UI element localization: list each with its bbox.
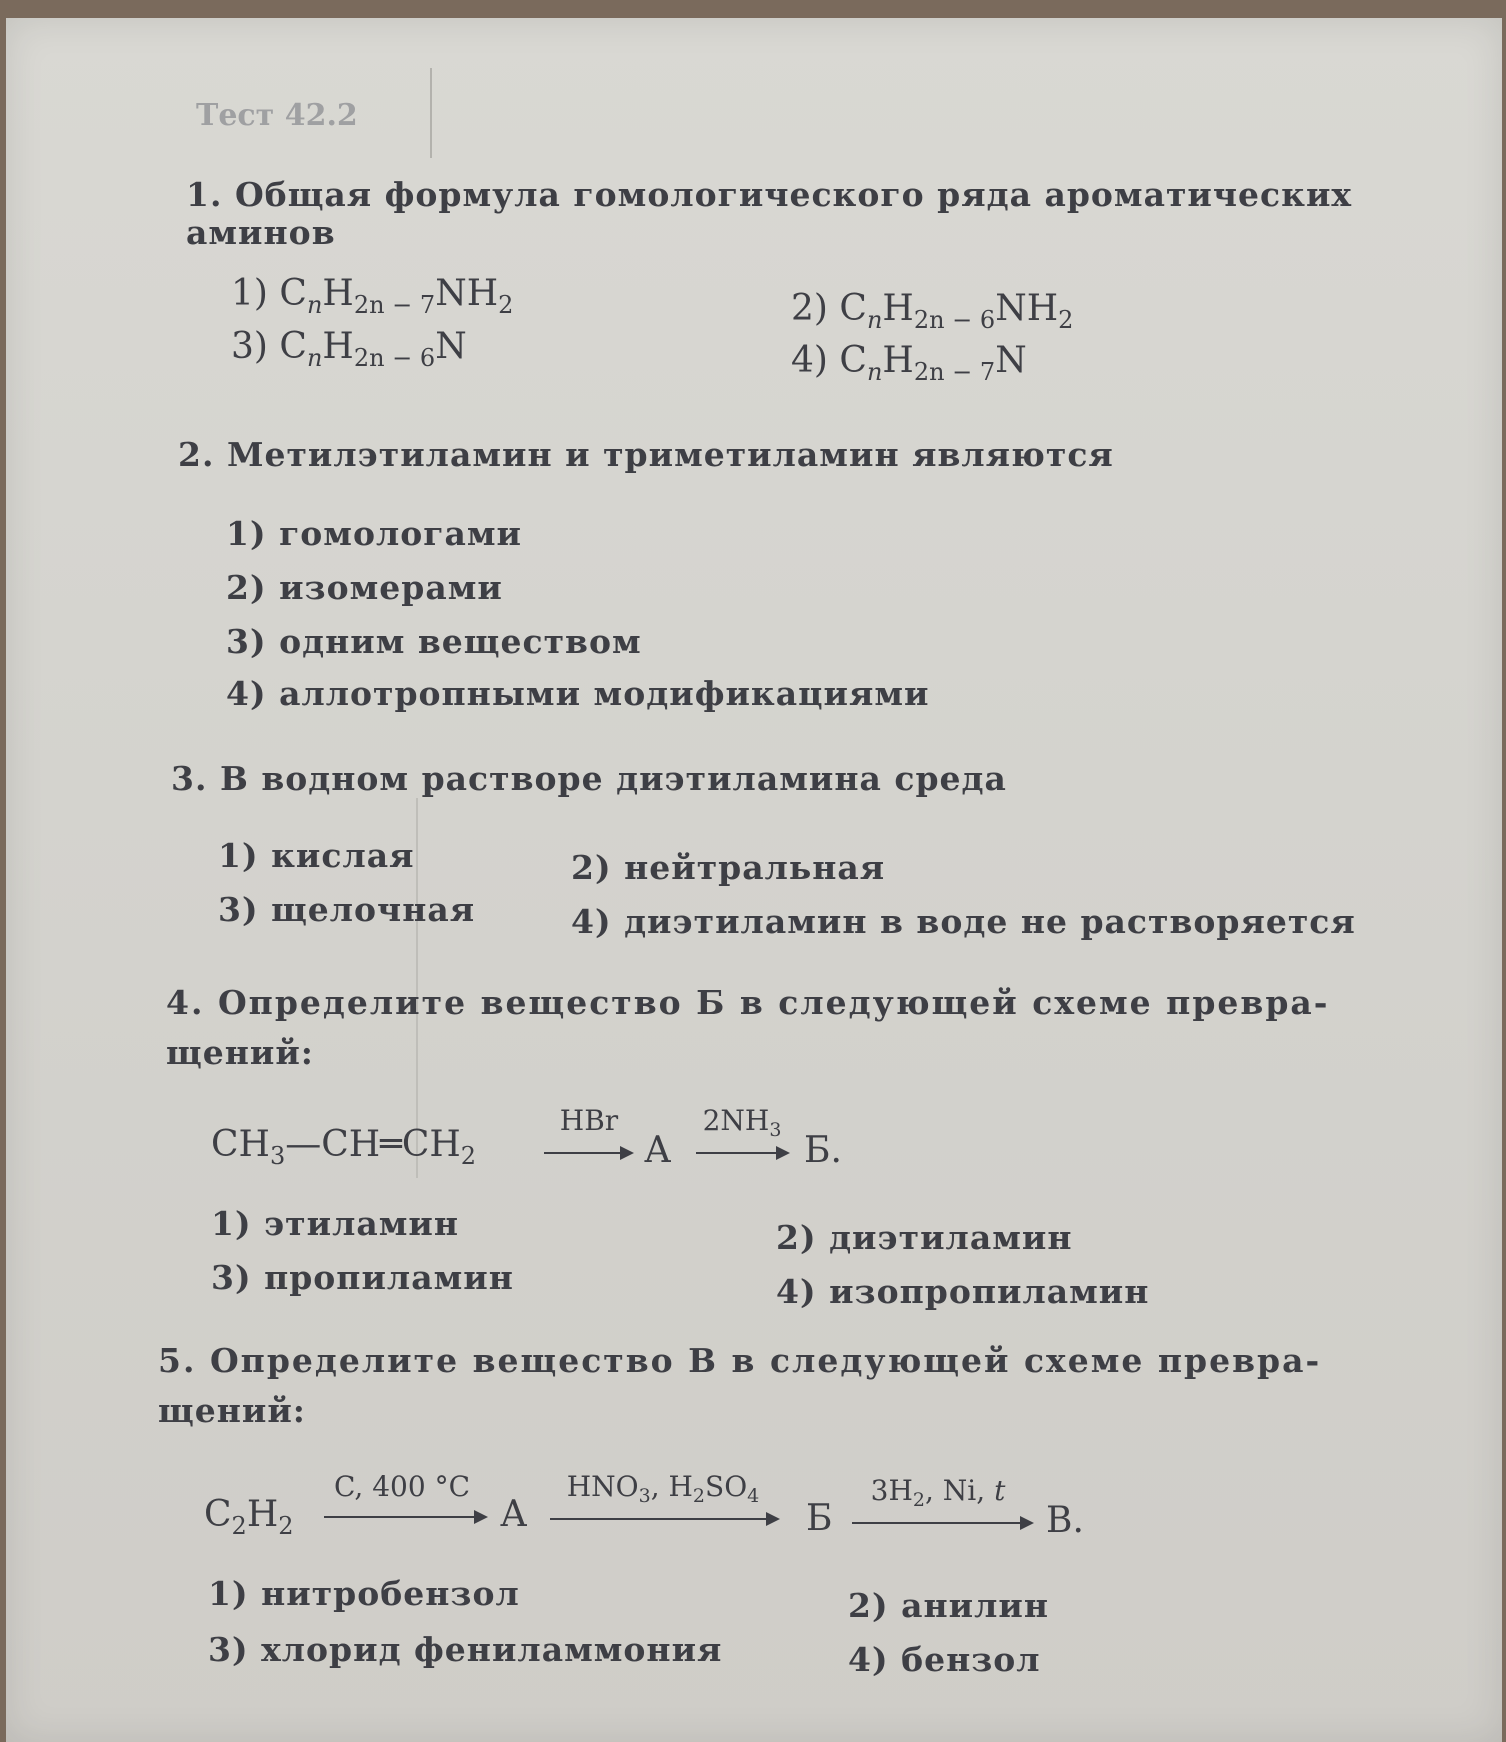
q3-option-2: 2) нейтральная [571,848,886,887]
q5-scheme-b: Б [806,1498,833,1539]
q3-option-4: 4) диэтиламин в воде не растворяется [571,902,1356,941]
page-fold-line [430,68,432,158]
question-1-text: 1. Общая формула гомологического ряда ароматических [186,175,1353,214]
q5-arrow-2-label: $HNO_3$, $H_2SO_4$ [566,1470,760,1507]
question-5-text-cont: щений: [158,1391,306,1430]
q2-option-2: 2) изомерами [226,568,503,607]
q5-option-3: 3) хлорид фениламмония [208,1630,723,1669]
q4-scheme-a: А [644,1130,672,1171]
q5-scheme-reactant: $C_2H_2$ [204,1494,294,1540]
q4-arrow-1 [544,1152,632,1154]
question-3-text: 3. В водном растворе диэтиламина среда [171,759,1007,798]
q4-option-2: 2) диэтиламин [776,1218,1073,1257]
q2-option-3: 3) одним веществом [226,622,642,661]
worksheet-page [6,18,1502,1742]
q5-scheme-v: В. [1046,1500,1084,1541]
q4-scheme-b: Б. [804,1130,842,1171]
q5-option-2: 2) анилин [848,1586,1049,1625]
q1-option-4: 4) $C_nH_{2n - 7}N$ [791,340,1027,386]
q4-option-3: 3) пропиламин [211,1258,514,1297]
q5-option-1: 1) нитробензол [208,1574,520,1613]
q4-option-4: 4) изопропиламин [776,1272,1150,1311]
q4-scheme-reactant: $CH_3—CH═CH_2$ [211,1124,477,1170]
question-2-text: 2. Метилэтиламин и триметиламин являются [178,435,1114,474]
q5-arrow-3 [852,1522,1032,1524]
q5-arrow-2 [550,1518,778,1520]
q1-option-1: 1) $C_nH_{2n - 7}NH_2$ [231,273,514,319]
q4-option-1: 1) этиламин [211,1204,460,1243]
q3-option-3: 3) щелочная [218,890,476,929]
q5-arrow-1 [324,1516,486,1518]
question-4-text: 4. Определите вещество Б в следующей схеме превра- [166,983,1330,1022]
q5-arrow-1-label: C, 400 °C [334,1470,470,1503]
q5-option-4: 4) бензол [848,1640,1041,1679]
q5-scheme-a: А [500,1494,528,1535]
q1-option-2: 2) $C_nH_{2n - 6}NH_2$ [791,288,1074,334]
q3-option-1: 1) кислая [218,836,415,875]
test-title: Тест 42.2 [196,98,358,133]
q2-option-4: 4) аллотропными модификациями [226,674,930,713]
question-5-text: 5. Определите вещество В в следующей схеме превра- [158,1341,1322,1380]
q4-arrow-2-label: $2NH_3$ [702,1104,782,1141]
q5-arrow-3-label: $3H_2$, Ni, t [870,1474,1006,1511]
question-1-text-cont: аминов [186,213,336,252]
question-4-text-cont: щений: [166,1033,314,1072]
q4-arrow-1-label: HBr [559,1104,619,1137]
q4-arrow-2 [696,1152,788,1154]
q1-option-3: 3) $C_nH_{2n - 6}N$ [231,326,467,372]
q2-option-1: 1) гомологами [226,514,522,553]
